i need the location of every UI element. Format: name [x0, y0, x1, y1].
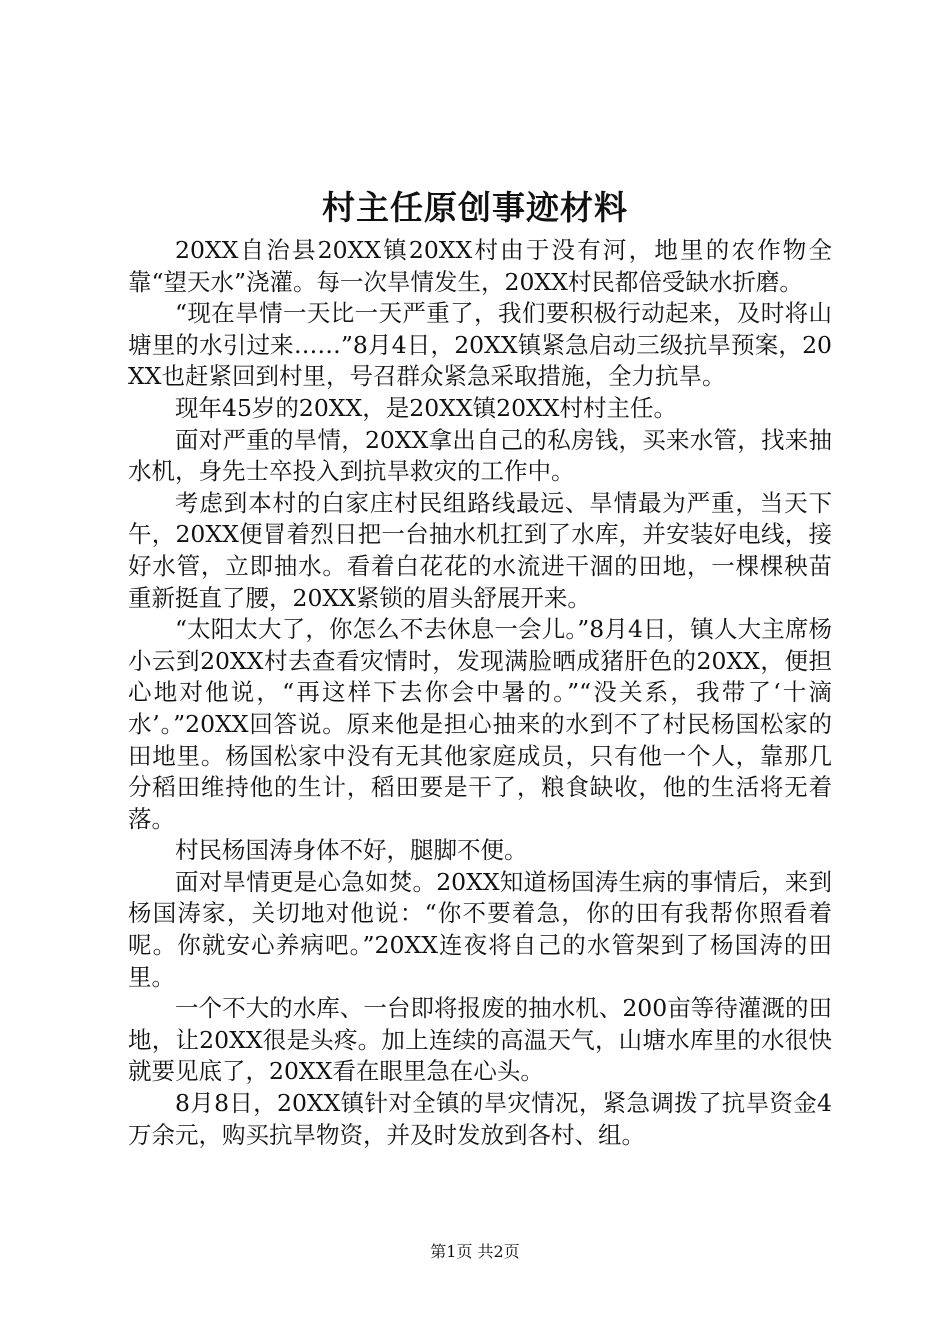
paragraph-6: “太阳太大了，你怎么不去休息一会儿。”8月4日，镇人大主席杨小云到20XX村去查看灾情时，发现满脸晒成猪肝色的20XX，便担心地对他说，“再这样下去你会中暑的。”“没关系，我带了‘十滴水’。”20XX回答说。原来他是担心抽来的水到不了村民杨国松家的田地里。杨国松家中没有无其他家庭成员，只有他一个人，靠那几分稻田维持他的生计，稻田要是干了，粮食缺收，他的生活将无着落。: [128, 615, 832, 833]
paragraph-2: “现在旱情一天比一天严重了，我们要积极行动起来，及时将山塘里的水引过来……”8月4日，20XX镇紧急启动三级抗旱预案，20XX也赶紧回到村里，号召群众紧急采取措施，全力抗旱。: [128, 299, 832, 391]
document-body: [128, 235, 832, 1151]
paragraph-7: 村民杨国涛身体不好，腿脚不便。: [175, 836, 528, 865]
paragraph-4: 面对严重的旱情，20XX拿出自己的私房钱，买来水管，找来抽水机，身先士卒投入到抗旱救灾的工作中。: [128, 425, 832, 486]
paragraph-3: 现年45岁的20XX，是20XX镇20XX村村主任。: [175, 393, 677, 422]
paragraph-10: 8月8日，20XX镇针对全镇的旱灾情况，紧急调拨了抗旱资金4万余元，购买抗旱物资，并及时发放到各村、组。: [128, 1089, 832, 1149]
page-footer: 第1页 共2页: [430, 1242, 520, 1261]
paragraph-1: 20XX自治县20XX镇20XX村由于没有河，地里的农作物全靠“望天水”浇灌。每一次旱情发生，20XX村民都倍受缺水折磨。: [128, 236, 832, 296]
paragraph-5: 考虑到本村的白家庄村民组路线最远、旱情最为严重，当天下午，20XX便冒着烈日把一台抽水机扛到了水库，并安装好电线，接好水管，立即抽水。看着白花花的水流进干涸的田地，一棵棵秧苗重新挺直了腰，20XX紧锁的眉头舒展开来。: [128, 488, 832, 612]
document-title: 村主任原创事迹材料: [322, 188, 628, 227]
paragraph-9: 一个不大的水库、一台即将报废的抽水机、200亩等待灌溉的田地，让20XX很是头疼。加上连续的高温天气，山塘水库里的水很快就要见底了，20XX看在眼里急在心头。: [128, 994, 832, 1086]
paragraph-8: 面对旱情更是心急如焚。20XX知道杨国涛生病的事情后，来到杨国涛家，关切地对他说：“你不要着急，你的田有我帮你照看着呢。你就安心养病吧。”20XX连夜将自己的水管架到了杨国涛的田里。: [128, 867, 832, 991]
